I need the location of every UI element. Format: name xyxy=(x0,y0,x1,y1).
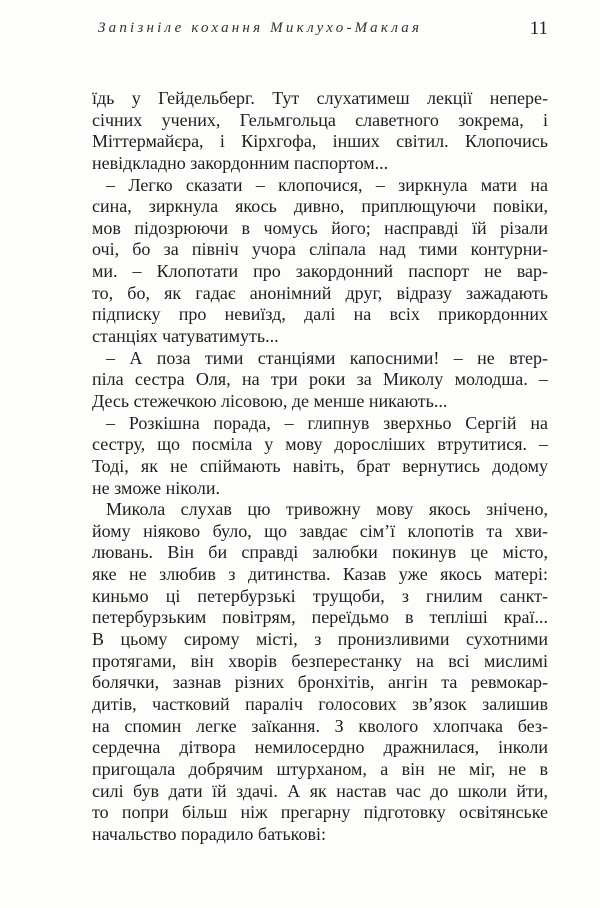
text-line: йому ніяково було, що завдає сім’ї клопотів та хви- xyxy=(92,520,548,541)
text-line: Тоді, як не спіймають навіть, брат вернутись додому xyxy=(92,455,548,476)
body-text xyxy=(92,88,548,845)
text-line: – Розкішна порада, – глипнув зверхньо Сергій на xyxy=(106,412,548,433)
text-line: не зможе ніколи. xyxy=(92,477,220,498)
text-line: начальство порадило батькові: xyxy=(92,823,327,844)
text-line: невідкладно закордонним паспортом... xyxy=(92,152,389,173)
text-line: Міттермайєра, і Кірхгофа, інших світил. Клопочись xyxy=(92,131,548,152)
text-line: киньмо ці петербурзькі трущоби, з гнилим санкт- xyxy=(92,585,548,606)
text-line: підписку про невиїзд, далі на всіх прикордонних xyxy=(92,304,548,325)
text-line: дитів, частковий параліч голосових зв’язок залишив xyxy=(92,693,548,714)
text-line: лювань. Він би справді залюбки покинув це місто, xyxy=(92,542,548,563)
text-line: станціях чатуватимуть... xyxy=(92,326,279,347)
text-line: їдь у Гейдельберг. Тут слухатимеш лекції непере- xyxy=(92,88,548,108)
text-line: піла сестра Оля, на три роки за Миколу молодша. – xyxy=(92,369,548,390)
text-line: – Легко сказати – клопочися, – зиркнула мати на xyxy=(106,174,548,195)
text-line: В цьому сирому місті, з пронизливими сухотними xyxy=(92,629,548,650)
text-line: силі був дати їй здачі. А як настав час до школи йти, xyxy=(92,780,548,801)
text-line: очі, бо за північ учора сліпала над тими контурни- xyxy=(92,239,548,260)
text-line: пригощала добрячим штурханом, а він не міг, не в xyxy=(92,758,548,779)
running-header xyxy=(92,20,548,44)
text-line: сина, зиркнула якось дивно, приплющуючи повіки, xyxy=(92,196,548,217)
text-line: Десь стежечкою лісовою, де менше никають... xyxy=(92,390,448,411)
text-line: протягами, він хворів безперестанку на всі мислимі xyxy=(92,650,548,671)
text-line: сестру, що посміла у мову дорослiших втрутитися. – xyxy=(92,434,548,455)
text-line: – А поза тими станціями капосними! – не втер- xyxy=(106,347,548,368)
text-line: ми. – Клопотати про закордонний паспорт не вар- xyxy=(92,261,548,282)
text-line: болячки, зазнав різних бронхітів, ангін та ревмокар- xyxy=(92,672,548,693)
text-line: то, бо, як гадає анонімний друг, відразу зажадають xyxy=(92,282,548,303)
text-line: сердечна дітвора немилосердно дражнилася, інколи xyxy=(92,737,548,758)
text-line: на спомин легке заїкання. З кволого хлопчака без- xyxy=(92,715,548,736)
text-line: Микола слухав цю тривожну мову якось знічено, xyxy=(106,499,548,520)
running-title: Запізніле кохання Миклухо-Маклая xyxy=(98,20,423,36)
text-line: то попри більш ніж прегарну підготовку освітянське xyxy=(92,802,548,823)
text-line: петербурзьким повітрям, переїдьмо в тепліші краї... xyxy=(92,607,548,628)
page-number: 11 xyxy=(529,18,548,39)
text-line: січних учених, Гельмгольца славетного зокрема, і xyxy=(92,109,548,130)
text-line: яке не злюбив з дитинства. Казав уже якось матері: xyxy=(92,564,548,585)
text-line: мов підозрюючи в чомусь його; насправді їй різали xyxy=(92,217,548,238)
